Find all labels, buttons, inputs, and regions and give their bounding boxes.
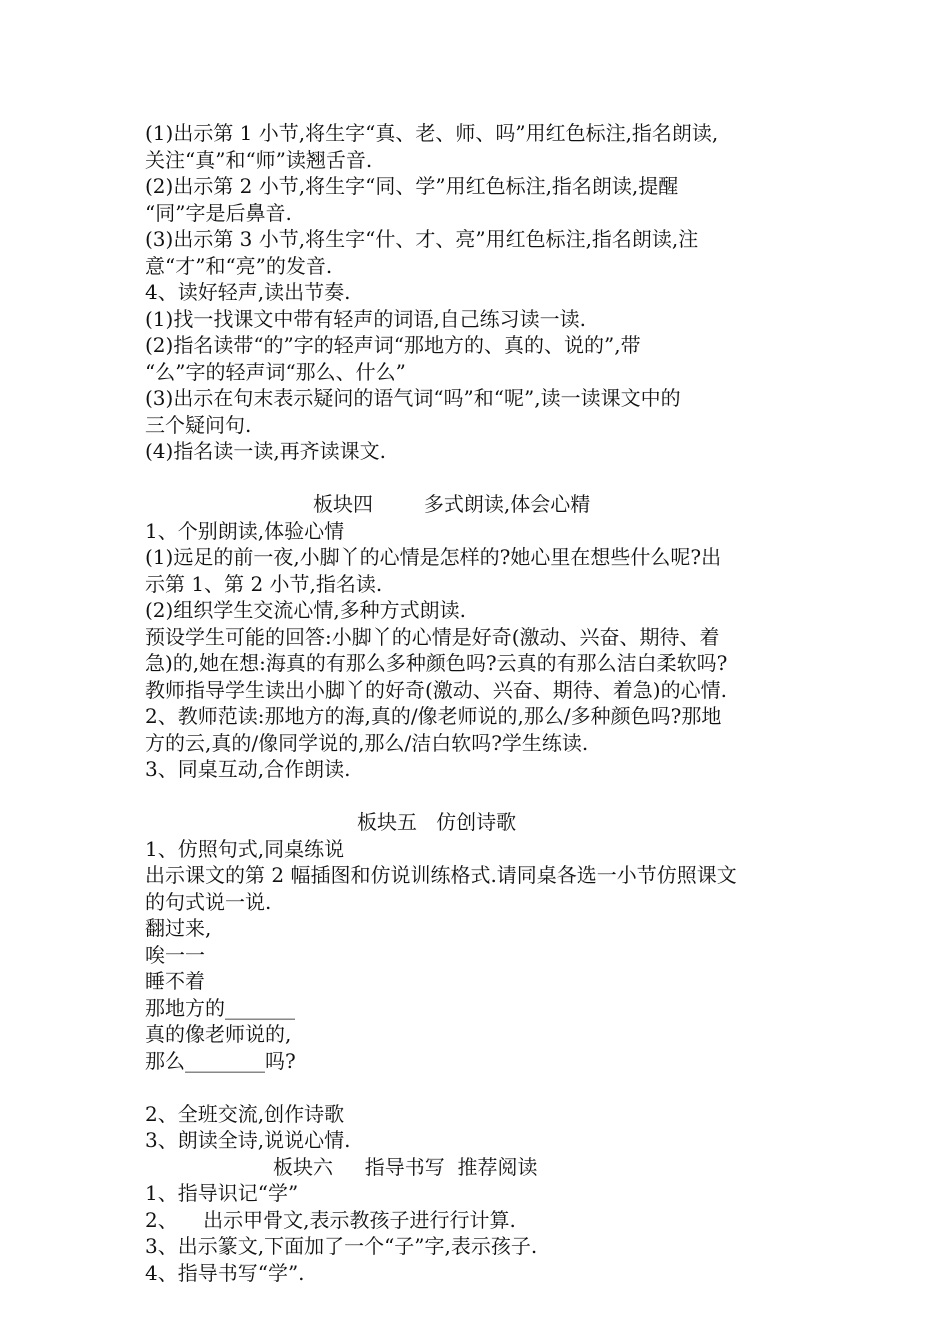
document-page bbox=[145, 120, 825, 1286]
section4-heading: 板块四 多式朗读,体会心精 bbox=[313, 492, 591, 516]
text-line: 3、朗读全诗,说说心情. bbox=[145, 1128, 351, 1152]
section5-heading: 板块五 仿创诗歌 bbox=[357, 810, 517, 834]
paragraph-gap bbox=[145, 465, 825, 492]
text-line: 示第 1、第 2 小节,指名读. bbox=[145, 571, 383, 596]
text-line: 4、指导书写“学”. bbox=[145, 1260, 305, 1285]
paragraph-gap bbox=[145, 1074, 825, 1101]
text-line: (2)指名读带“的”字的轻声词“那地方的、真的、说的”,带 bbox=[145, 333, 641, 357]
section3-tail bbox=[145, 120, 825, 465]
text-line: (2)组织学生交流心情,多种方式朗读. bbox=[145, 598, 467, 622]
section5 bbox=[145, 809, 825, 1154]
text-line: 睡不着 bbox=[145, 969, 205, 993]
text-line: 急)的,她在想:海真的有那么多种颜色吗?云真的有那么洁白柔软吗? bbox=[145, 651, 728, 675]
text-line: 1、指导识记“学” bbox=[145, 1181, 299, 1205]
text-line: 唉一一 bbox=[145, 942, 205, 967]
text-line: (1)远足的前一夜,小脚丫的心情是怎样的?她心里在想些什么呢?出 bbox=[145, 545, 722, 569]
section4 bbox=[145, 491, 825, 783]
text-line: 的句式说一说. bbox=[145, 889, 272, 914]
section6 bbox=[145, 1154, 825, 1287]
text-line: (1)找一找课文中带有轻声的词语,自己练习读一读. bbox=[145, 306, 587, 331]
text-line: 4、读好轻声,读出节奏. bbox=[145, 280, 351, 304]
text-line: “么”字的轻声词“那么、什么” bbox=[145, 359, 406, 384]
text-line: 方的云,真的/像同学说的,那么/洁白软吗?学生练读. bbox=[145, 730, 589, 755]
text-line: 1、个别朗读,体验心情 bbox=[145, 518, 345, 543]
text-line: (2)出示第 2 小节,将生字“同、学”用红色标注,指名朗读,提醒 bbox=[145, 174, 679, 198]
text-line: 出示课文的第 2 幅插图和仿说训练格式.请同桌各选一小节仿照课文 bbox=[145, 863, 737, 887]
text-line: 教师指导学生读出小脚丫的好奇(激动、兴奋、期待、着急)的心情. bbox=[145, 677, 727, 702]
text-line: 关注“真”和“师”读翘舌音. bbox=[145, 147, 373, 172]
text-line: 那地方的_______ bbox=[145, 995, 295, 1020]
text-line: (4)指名读一读,再齐读课文. bbox=[145, 439, 387, 463]
text-line: 1、仿照句式,同桌练说 bbox=[145, 836, 345, 861]
paragraph-gap bbox=[145, 783, 825, 810]
text-line: 真的像老师说的, bbox=[145, 1022, 292, 1046]
text-line: 3、出示篆文,下面加了一个“子”字,表示孩子. bbox=[145, 1234, 538, 1258]
text-line: 翻过来, bbox=[145, 916, 212, 940]
text-line: (3)出示第 3 小节,将生字“什、才、亮”用红色标注,指名朗读,注 bbox=[145, 227, 699, 251]
text-line: 三个疑问句. bbox=[145, 412, 252, 437]
text-line: 那么________吗? bbox=[145, 1048, 296, 1073]
text-line: 意“才”和“亮”的发音. bbox=[145, 253, 333, 278]
text-line: 2、教师范读:那地方的海,真的/像老师说的,那么/多种颜色吗?那地 bbox=[145, 704, 722, 728]
section6-heading: 板块六 指导书写 推荐阅读 bbox=[273, 1154, 538, 1179]
text-line: 3、同桌互动,合作朗读. bbox=[145, 757, 351, 781]
text-line: 2、 出示甲骨文,表示教孩子进行行计算. bbox=[145, 1207, 516, 1232]
text-line: (1)出示第 1 小节,将生字“真、老、师、吗”用红色标注,指名朗读, bbox=[145, 121, 719, 145]
text-line: 2、全班交流,创作诗歌 bbox=[145, 1101, 345, 1126]
text-line: “同”字是后鼻音. bbox=[145, 200, 292, 225]
text-line: 预设学生可能的回答:小脚丫的心情是好奇(激动、兴奋、期待、着 bbox=[145, 624, 720, 649]
text-line: (3)出示在句末表示疑问的语气词“吗”和“呢”,读一读课文中的 bbox=[145, 386, 681, 410]
